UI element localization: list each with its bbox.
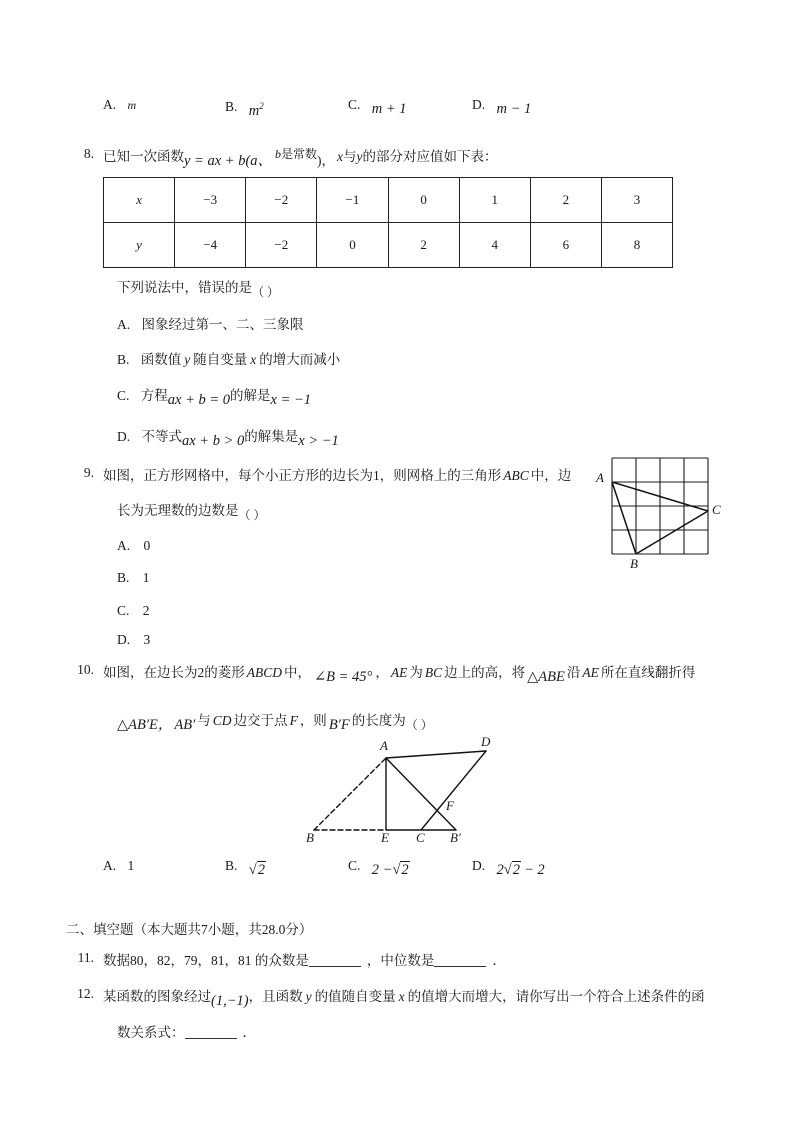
q10-point-f: F: [289, 713, 298, 728]
q10-label-f: F: [446, 798, 454, 813]
q8-option-b-var-x: x: [250, 352, 257, 367]
q10-option-c-prefix: 2 −: [371, 862, 393, 878]
q11-text-c: ．: [492, 953, 506, 968]
q10-option-d-radical-sign: √: [503, 862, 512, 878]
q8-option-b-var-y: y: [184, 352, 191, 367]
q9-line2-parenthesis: （ ）: [238, 508, 266, 522]
q8-option-d-text-a: 不等式: [141, 429, 182, 444]
q8-value-table: [103, 177, 673, 268]
q8-option-a: [117, 313, 304, 333]
q10-line1-text-f: 沿: [566, 665, 581, 680]
q8-table-x-5: 2: [530, 178, 601, 223]
q12-line1-text-b: ，且函数: [248, 989, 303, 1004]
q8-table-y-3: 2: [388, 223, 459, 268]
q10-label-a: A: [380, 738, 388, 753]
q10-option-d-label: D.: [472, 858, 486, 873]
q10-option-a: [103, 858, 134, 874]
q8-stem-part2: 是常数: [281, 147, 318, 161]
q10-triangle-abe: △ABE: [527, 669, 565, 685]
q8-stem-part1: 已知一次函数: [103, 149, 184, 164]
q8-table-y-2: 0: [317, 223, 388, 268]
q10-line2-text-b: 与: [197, 713, 211, 728]
q8-option-c-label: C.: [117, 388, 130, 403]
q8-table-y-0: −4: [175, 223, 246, 268]
question-11-body: [103, 950, 723, 972]
q10-segment-cd: CD: [212, 713, 232, 728]
q12-blank-function[interactable]: [185, 1025, 237, 1039]
q8-ask-parenthesis: （ ）: [252, 285, 280, 299]
q10-label-d: D: [481, 734, 491, 749]
q10-line1-text-g: 所在直线翻折得: [600, 665, 696, 680]
q10-line2-text-e: 的长度为: [351, 713, 406, 728]
q12-line1-text-c: 的值随自变量: [314, 989, 396, 1004]
q10-option-c-label: C.: [348, 858, 361, 873]
q8-table-x-0: −3: [175, 178, 246, 223]
q10-segment-ae-2: AE: [582, 665, 599, 680]
q10-line2-text-d: ，则: [299, 713, 327, 728]
q10-rhombus-abcd: ABCD: [246, 665, 282, 680]
q9-line2-text: 长为无理数的边数是: [117, 503, 239, 518]
q10-angle-b: ∠B = 45°: [314, 669, 373, 685]
q7-option-d: [472, 97, 532, 117]
q10-line1-text-e: 边上的高，将: [444, 665, 526, 680]
q8-option-b-text-b: 随自变量: [193, 352, 248, 367]
q9-option-b: [117, 570, 150, 586]
q12-line1-text-d: 的值增大而增大: [407, 989, 503, 1004]
q9-vertex-label-a: A: [596, 470, 604, 485]
q9-grid-svg: [594, 448, 739, 593]
q7-option-b-label: B.: [225, 98, 238, 114]
q9-option-a-text: 0: [143, 538, 151, 553]
q7-option-d-value: m − 1: [496, 101, 532, 117]
q8-table-x-1: −2: [246, 178, 317, 223]
q9-triangle-abc: ABC: [503, 468, 529, 483]
q8-table-y-1: −2: [246, 223, 317, 268]
q7-option-a-label: A.: [103, 97, 117, 112]
q10-line2-text-c: 边交于点: [233, 713, 288, 728]
q8-option-d-text-b: 的解集是: [244, 429, 299, 444]
q10-label-c: C: [416, 830, 425, 845]
q12-line1-text-e: ，请你写出一个符合上述条件的函: [502, 989, 705, 1004]
q8-option-c-formula-2: x = −1: [270, 392, 312, 408]
section-2-title: 二、填空题（本大题共7小题，共28.0分）: [66, 922, 313, 937]
q8-option-a-label: A.: [117, 317, 131, 332]
q12-var-x: x: [398, 989, 405, 1004]
q9-vertex-label-c: C: [712, 502, 721, 517]
q12-var-y: y: [305, 989, 312, 1004]
q10-option-c: [348, 858, 410, 878]
q10-option-d-suffix: − 2: [523, 862, 545, 878]
q8-stem-x: x: [337, 149, 344, 164]
q8-table-y-5: 6: [530, 223, 601, 268]
q8-option-d-formula-1: ax + b > 0: [182, 433, 245, 449]
q8-option-c-text-a: 方程: [140, 388, 168, 403]
segment-b-a-dashed: [314, 758, 386, 830]
question-8-number: 8.: [83, 146, 94, 161]
q8-table-x-4: 1: [459, 178, 530, 223]
q8-stem-part3: 的部分对应值如下表：: [362, 149, 498, 164]
q8-table-y-6: 8: [601, 223, 672, 268]
question-12-line2: [117, 1022, 256, 1044]
q8-option-c: [117, 384, 312, 408]
q8-stem-formula2: b: [275, 147, 282, 161]
q8-stem-and: 与: [343, 149, 357, 164]
q10-option-b-radicand: 2: [257, 862, 265, 878]
q8-stem-y: y: [356, 149, 363, 164]
q8-option-b-text-c: 的增大而减小: [259, 352, 341, 367]
q12-line1-text-a: 某函数的图象经过: [103, 989, 211, 1004]
q8-option-c-formula-1: ax + b = 0: [167, 392, 231, 408]
q10-option-b: [225, 858, 266, 878]
q10-segment-abprime: AB′: [174, 717, 196, 733]
q11-text-b: ，中位数是: [366, 953, 435, 968]
q9-option-c-text: 2: [142, 603, 150, 618]
q10-option-d-coefficient: 2: [496, 862, 504, 878]
q7-option-a-value: m: [127, 98, 137, 112]
segment-d-c: [421, 751, 486, 830]
q10-option-a-value: 1: [127, 858, 135, 873]
q12-line2-text-a: 数关系式：: [117, 1025, 185, 1040]
q12-point: (1,−1): [211, 993, 249, 1009]
q9-option-a: [117, 538, 150, 554]
q10-line1-text-c: ，: [375, 665, 389, 680]
q8-table-x-6: 3: [601, 178, 672, 223]
question-9-line2: [117, 500, 266, 522]
question-10-number: 10.: [77, 662, 94, 677]
q7-option-c: [348, 97, 407, 117]
q9-option-d-label: D.: [117, 632, 131, 647]
q8-ask-line: [117, 277, 279, 299]
q8-option-c-text-b: 的解是: [230, 388, 271, 403]
q7-option-d-label: D.: [472, 97, 486, 112]
q8-option-d-label: D.: [117, 429, 131, 444]
q12-line2-text-b: ．: [242, 1025, 256, 1040]
q8-stem-formula: y = ax + b(a、: [184, 153, 273, 169]
question-12-line1: [103, 986, 728, 1008]
q10-rhombus-figure: [300, 736, 515, 848]
q8-option-b-text-a: 函数值: [140, 352, 182, 367]
question-9-number: 9.: [83, 465, 94, 480]
q11-blank-median[interactable]: [434, 953, 486, 967]
q10-segment-bprime-f: B′F: [328, 717, 350, 733]
q10-line1-text-d: 为: [409, 665, 423, 680]
question-10-line2: [117, 710, 727, 732]
question-8-stem: [103, 146, 713, 168]
table-row-y: [104, 223, 673, 268]
q10-line1-text-a: 如图，在边长为2的菱形: [103, 665, 245, 680]
q8-option-d-formula-2: x > −1: [298, 433, 339, 449]
q8-table-y-4: 4: [459, 223, 530, 268]
q10-option-d: [472, 858, 545, 878]
q9-line1-text-b: 中，边: [530, 468, 572, 483]
q8-option-d: [117, 425, 339, 449]
q10-segment-ae: AE: [390, 665, 408, 680]
q8-option-b-label: B.: [117, 352, 130, 367]
q8-table-x-3: 0: [388, 178, 459, 223]
q8-table-x-header: x: [104, 178, 175, 223]
q10-segment-bc: BC: [424, 665, 443, 680]
q10-line2-parenthesis: （ ）: [405, 718, 433, 732]
q10-option-c-radicand: 2: [401, 862, 409, 878]
q10-rhombus-svg: [300, 736, 515, 848]
q8-table-x-2: −1: [317, 178, 388, 223]
question-9-line1: [103, 465, 603, 487]
question-10-line1: [103, 662, 728, 684]
q10-label-bprime: B′: [450, 830, 461, 845]
q10-triangle-abprime-e: △AB′E，: [117, 717, 173, 733]
q9-grid-figure: [594, 448, 739, 593]
q9-option-d-text: 3: [143, 632, 151, 647]
q9-option-c: [117, 603, 150, 619]
q9-vertex-label-b: B: [630, 556, 638, 571]
q10-label-b: B: [306, 830, 314, 845]
q9-option-b-label: B.: [117, 570, 130, 585]
q9-line1-text-a: 如图，正方形网格中，每个小正方形的边长为1，则网格上的三角形: [103, 468, 502, 483]
question-12-number: 12.: [77, 986, 94, 1001]
table-row-x: [104, 178, 673, 223]
q8-ask-text: 下列说法中，错误的是: [117, 280, 252, 295]
q10-option-a-label: A.: [103, 858, 117, 873]
q7-option-c-value: m + 1: [371, 101, 407, 117]
question-11-number: 11.: [77, 950, 94, 965]
q10-option-d-radicand: 2: [512, 862, 520, 878]
q7-option-c-label: C.: [348, 97, 361, 112]
q11-blank-mode[interactable]: [309, 953, 361, 967]
q8-table-y-header: y: [104, 223, 175, 268]
q9-option-b-text: 1: [142, 570, 150, 585]
q7-option-b-exponent: 2: [259, 101, 264, 111]
q10-option-b-radical-sign: √: [248, 862, 257, 878]
q7-option-b-base: m: [248, 102, 260, 119]
segment-a-d: [386, 751, 486, 758]
q9-option-d: [117, 632, 150, 648]
q8-option-b: [117, 348, 340, 368]
q7-option-b: [225, 97, 264, 119]
q8-option-a-text: 图象经过第一、二、三象限: [141, 317, 304, 332]
q11-text-a: 数据80，82，79，81，81 的众数是: [103, 953, 309, 968]
q7-option-a: [103, 97, 136, 113]
q10-option-b-label: B.: [225, 858, 238, 873]
q10-option-c-radical-sign: √: [392, 862, 401, 878]
q9-option-c-label: C.: [117, 603, 130, 618]
q10-label-e: E: [381, 830, 389, 845]
q10-line1-text-b: 中，: [284, 665, 311, 680]
segment-a-bprime: [386, 758, 456, 830]
q9-option-a-label: A.: [117, 538, 131, 553]
q8-stem-close: )，: [317, 153, 336, 168]
